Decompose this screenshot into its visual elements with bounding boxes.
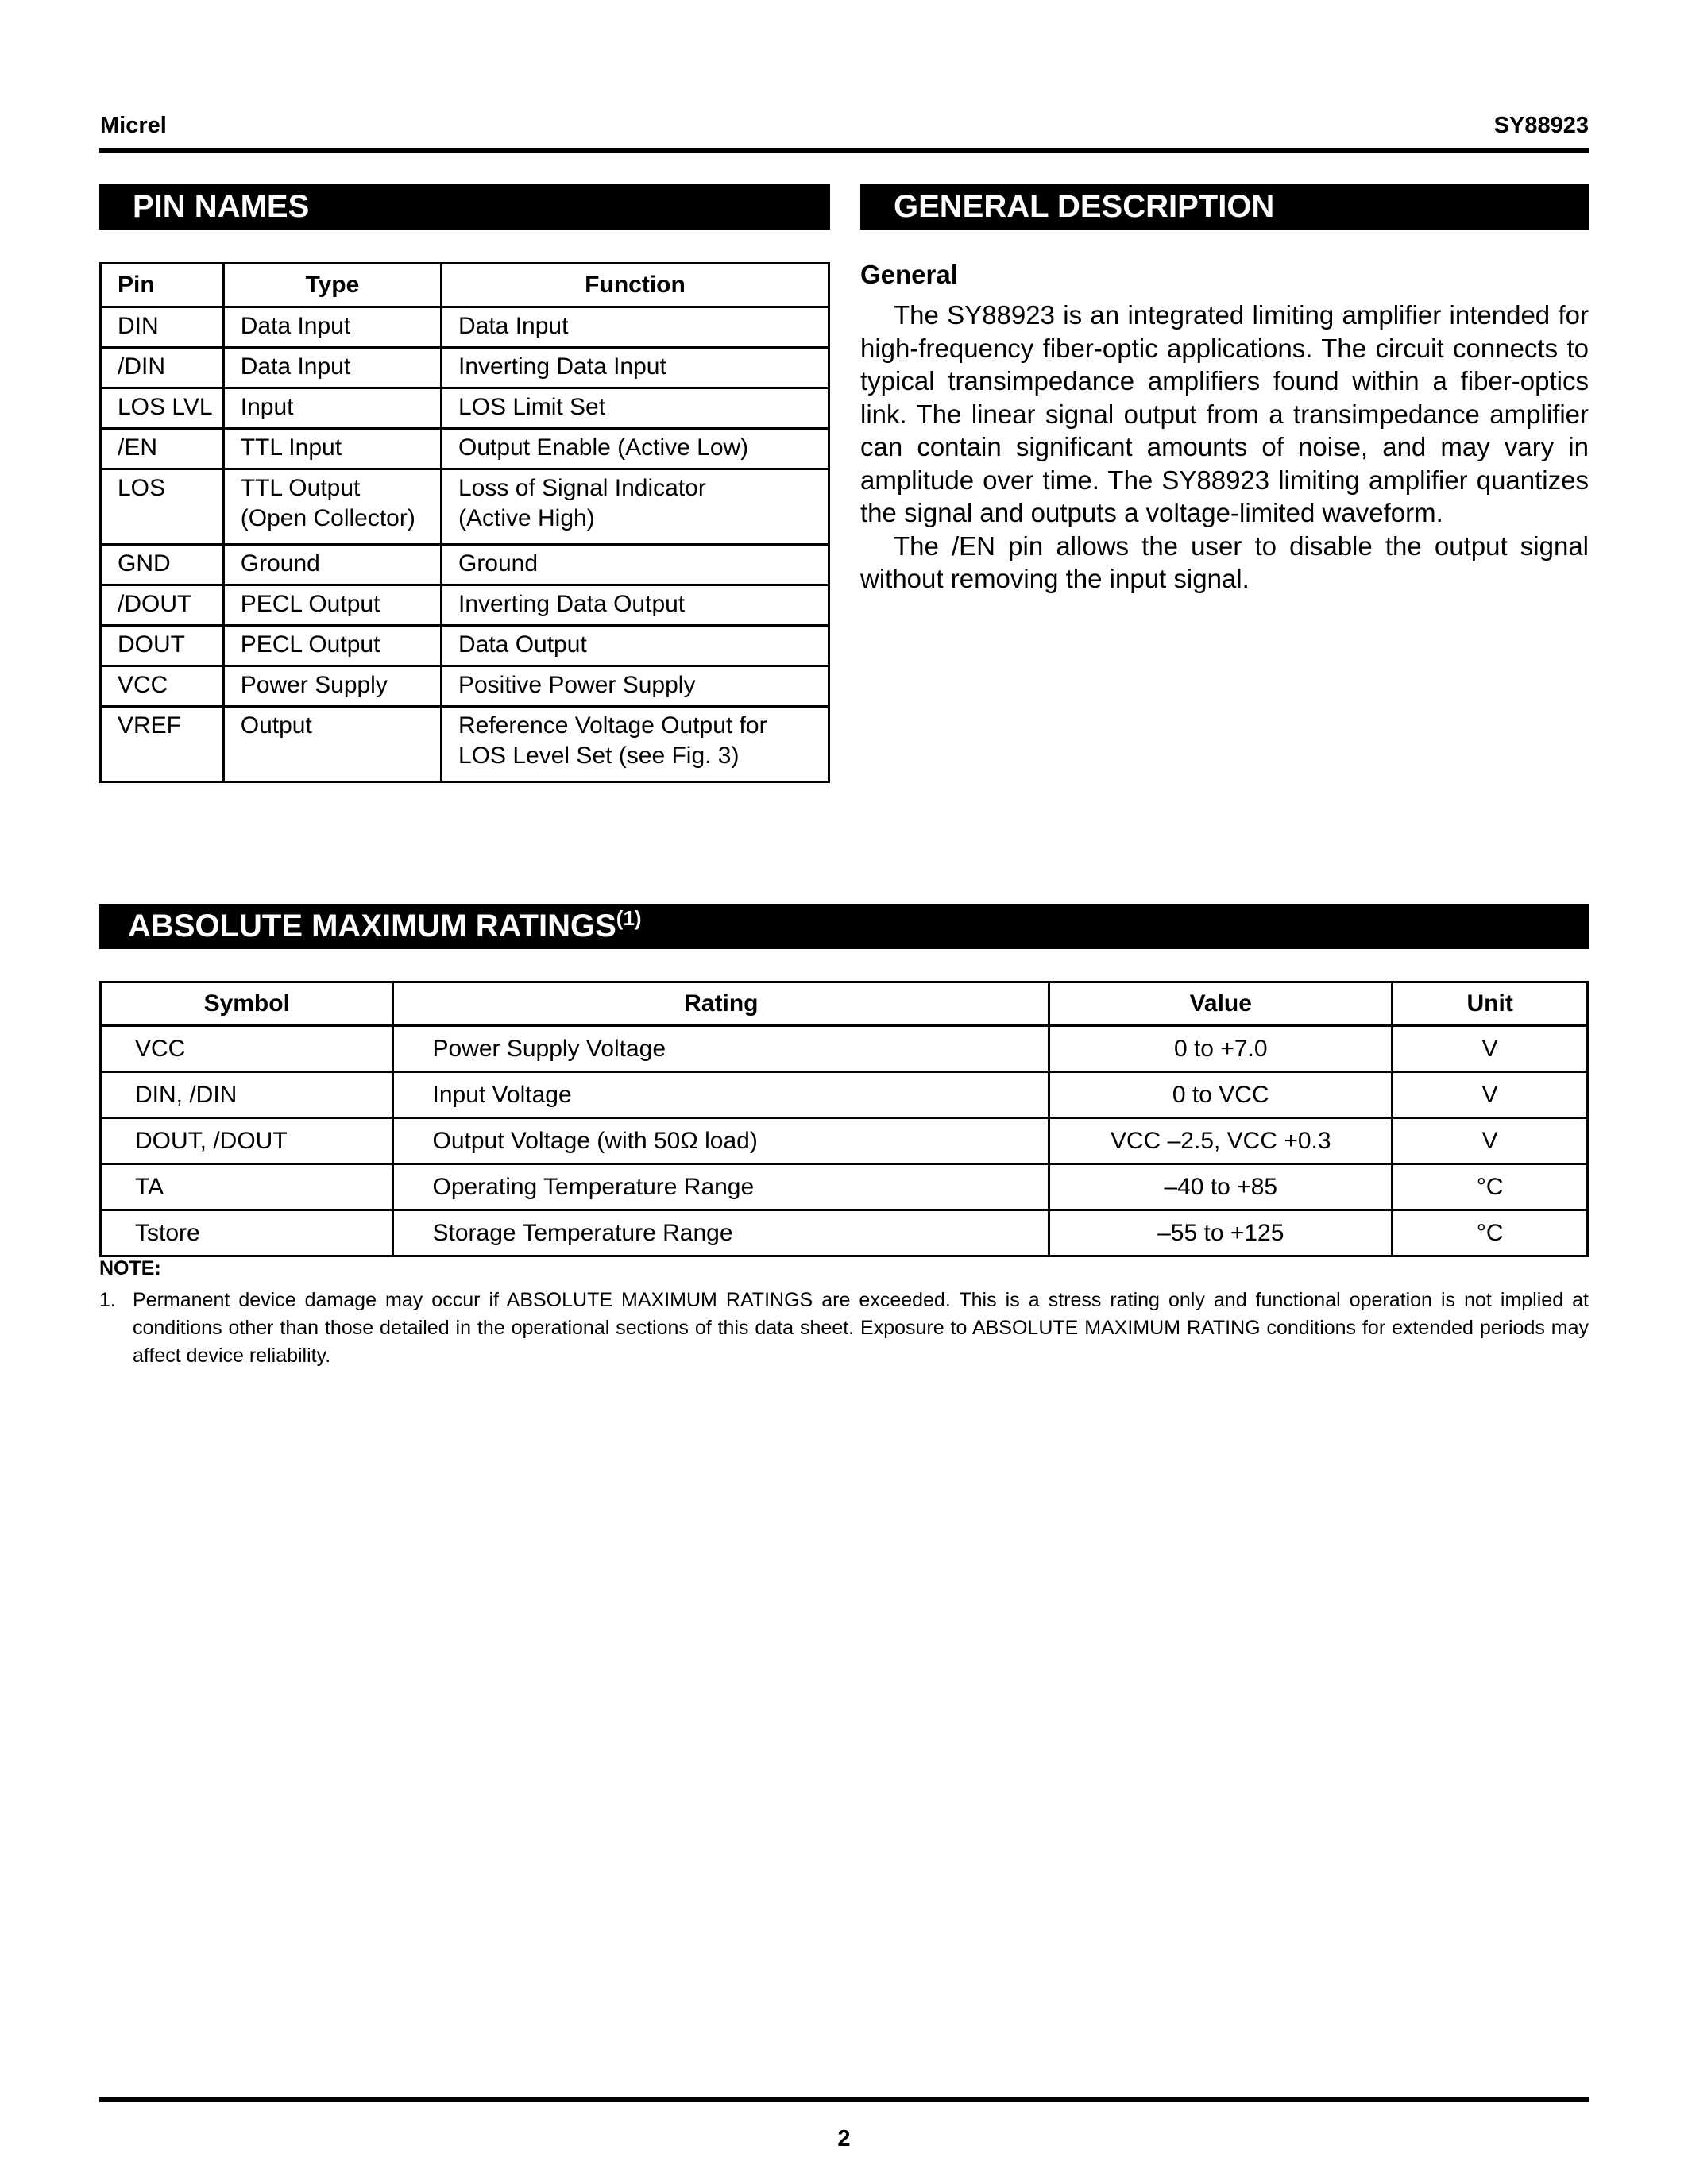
general-subtitle: General bbox=[860, 260, 958, 289]
symbol-cell: Tstore bbox=[101, 1210, 393, 1256]
unit-cell: V bbox=[1393, 1118, 1588, 1164]
table-row bbox=[101, 545, 829, 585]
note-number: 1. bbox=[99, 1289, 116, 1311]
function-cell: Data Input bbox=[441, 307, 829, 348]
function-line-1: Reference Voltage Output for bbox=[458, 712, 767, 739]
absolute-max-table bbox=[99, 981, 1589, 1257]
value-cell: 0 to +7.0 bbox=[1049, 1026, 1393, 1072]
type-cell: PECL Output bbox=[223, 585, 441, 626]
type-cell: Data Input bbox=[223, 348, 441, 388]
column-header: Symbol bbox=[101, 982, 393, 1026]
type-line-2: (Open Collector) bbox=[240, 505, 415, 531]
symbol-cell: DIN, /DIN bbox=[101, 1072, 393, 1118]
column-header: Pin bbox=[101, 264, 224, 307]
type-line-1: TTL Output bbox=[240, 475, 361, 501]
general-description-banner bbox=[860, 184, 1589, 230]
absolute-max-banner bbox=[99, 904, 1589, 949]
note-title: NOTE: bbox=[99, 1257, 161, 1279]
footer-rule bbox=[99, 2097, 1589, 2102]
table-row bbox=[101, 1164, 1588, 1210]
column-header: Rating bbox=[393, 982, 1049, 1026]
absolute-max-title: ABSOLUTE MAXIMUM RATINGS bbox=[128, 909, 616, 943]
unit-cell: °C bbox=[1393, 1164, 1588, 1210]
function-cell: Data Output bbox=[441, 626, 829, 666]
value-cell: 0 to VCC bbox=[1049, 1072, 1393, 1118]
note-body bbox=[99, 1287, 1589, 1370]
type-cell bbox=[223, 469, 441, 545]
table-row bbox=[101, 666, 829, 707]
function-cell: Output Enable (Active Low) bbox=[441, 429, 829, 469]
type-cell: Data Input bbox=[223, 307, 441, 348]
rating-cell: Storage Temperature Range bbox=[393, 1210, 1049, 1256]
pin-cell: DIN bbox=[101, 307, 224, 348]
description-paragraph: The /EN pin allows the user to disable the output signal without removing the input signal. bbox=[860, 531, 1589, 593]
rating-cell: Input Voltage bbox=[393, 1072, 1049, 1118]
table-row bbox=[101, 585, 829, 626]
table-row bbox=[101, 707, 829, 782]
unit-cell: V bbox=[1393, 1026, 1588, 1072]
type-cell: Input bbox=[223, 388, 441, 429]
pin-cell: LOS LVL bbox=[101, 388, 224, 429]
note-text: Permanent device damage may occur if ABSOLUTE MAXIMUM RATINGS are exceeded. This is a stress rating only and functional operation is not implied at conditions other than those detailed in the operational sections of this data sheet. Exposure to ABSOLUTE MAXIMUM RATING conditions for extended periods may affect device reliability. bbox=[133, 1289, 1589, 1367]
pin-cell: LOS bbox=[101, 469, 224, 545]
table-row bbox=[101, 1210, 1588, 1256]
table-row bbox=[101, 1072, 1588, 1118]
table-row bbox=[101, 348, 829, 388]
unit-cell: °C bbox=[1393, 1210, 1588, 1256]
pin-names-table bbox=[99, 262, 830, 783]
function-cell: LOS Limit Set bbox=[441, 388, 829, 429]
symbol-cell: DOUT, /DOUT bbox=[101, 1118, 393, 1164]
rating-cell: Operating Temperature Range bbox=[393, 1164, 1049, 1210]
page-number: 2 bbox=[837, 2126, 851, 2151]
function-line-2: LOS Level Set (see Fig. 3) bbox=[458, 743, 740, 769]
pin-cell: /DOUT bbox=[101, 585, 224, 626]
header-company: Micrel bbox=[100, 113, 167, 138]
pin-names-banner bbox=[99, 184, 830, 230]
function-line-2: (Active High) bbox=[458, 505, 595, 531]
type-cell: Output bbox=[223, 707, 441, 782]
general-description-title: GENERAL DESCRIPTION bbox=[894, 189, 1275, 224]
table-header-row bbox=[101, 264, 829, 307]
function-cell bbox=[441, 469, 829, 545]
rating-cell: Power Supply Voltage bbox=[393, 1026, 1049, 1072]
function-line-1: Loss of Signal Indicator bbox=[458, 475, 706, 501]
description-paragraph: The SY88923 is an integrated limiting amplifier intended for high-frequency fiber-optic applications. The circuit connects to typical transimpedance amplifiers found within a fiber-optics link. The linear signal output from a transimpedance amplifier can contain significant amounts of noise, and may vary in amplitude over time. The SY88923 limiting amplifier quantizes the signal and outputs a voltage-limited waveform. bbox=[860, 300, 1589, 527]
function-cell: Ground bbox=[441, 545, 829, 585]
symbol-cell: VCC bbox=[101, 1026, 393, 1072]
pin-cell: /EN bbox=[101, 429, 224, 469]
pin-cell: VREF bbox=[101, 707, 224, 782]
type-cell: TTL Input bbox=[223, 429, 441, 469]
column-header: Type bbox=[223, 264, 441, 307]
table-row bbox=[101, 307, 829, 348]
pin-cell: /DIN bbox=[101, 348, 224, 388]
unit-cell: V bbox=[1393, 1072, 1588, 1118]
pin-names-title: PIN NAMES bbox=[133, 189, 310, 224]
column-header: Unit bbox=[1393, 982, 1588, 1026]
value-cell: –40 to +85 bbox=[1049, 1164, 1393, 1210]
function-cell: Inverting Data Output bbox=[441, 585, 829, 626]
function-cell bbox=[441, 707, 829, 782]
table-row bbox=[101, 626, 829, 666]
type-cell: PECL Output bbox=[223, 626, 441, 666]
header-rule bbox=[99, 148, 1589, 153]
table-row bbox=[101, 429, 829, 469]
table-row bbox=[101, 1026, 1588, 1072]
pin-cell: GND bbox=[101, 545, 224, 585]
type-cell: Ground bbox=[223, 545, 441, 585]
column-header: Value bbox=[1049, 982, 1393, 1026]
footnote-ref: (1) bbox=[616, 906, 642, 930]
rating-cell: Output Voltage (with 50Ω load) bbox=[393, 1118, 1049, 1164]
header-part-number: SY88923 bbox=[1493, 113, 1589, 138]
value-cell: VCC –2.5, VCC +0.3 bbox=[1049, 1118, 1393, 1164]
value-cell: –55 to +125 bbox=[1049, 1210, 1393, 1256]
function-cell: Positive Power Supply bbox=[441, 666, 829, 707]
table-row bbox=[101, 1118, 1588, 1164]
pin-cell: DOUT bbox=[101, 626, 224, 666]
pin-cell: VCC bbox=[101, 666, 224, 707]
column-header: Function bbox=[441, 264, 829, 307]
table-row bbox=[101, 469, 829, 545]
table-row bbox=[101, 388, 829, 429]
table-header-row bbox=[101, 982, 1588, 1026]
general-description-body bbox=[860, 299, 1589, 596]
symbol-cell: TA bbox=[101, 1164, 393, 1210]
type-cell: Power Supply bbox=[223, 666, 441, 707]
function-cell: Inverting Data Input bbox=[441, 348, 829, 388]
